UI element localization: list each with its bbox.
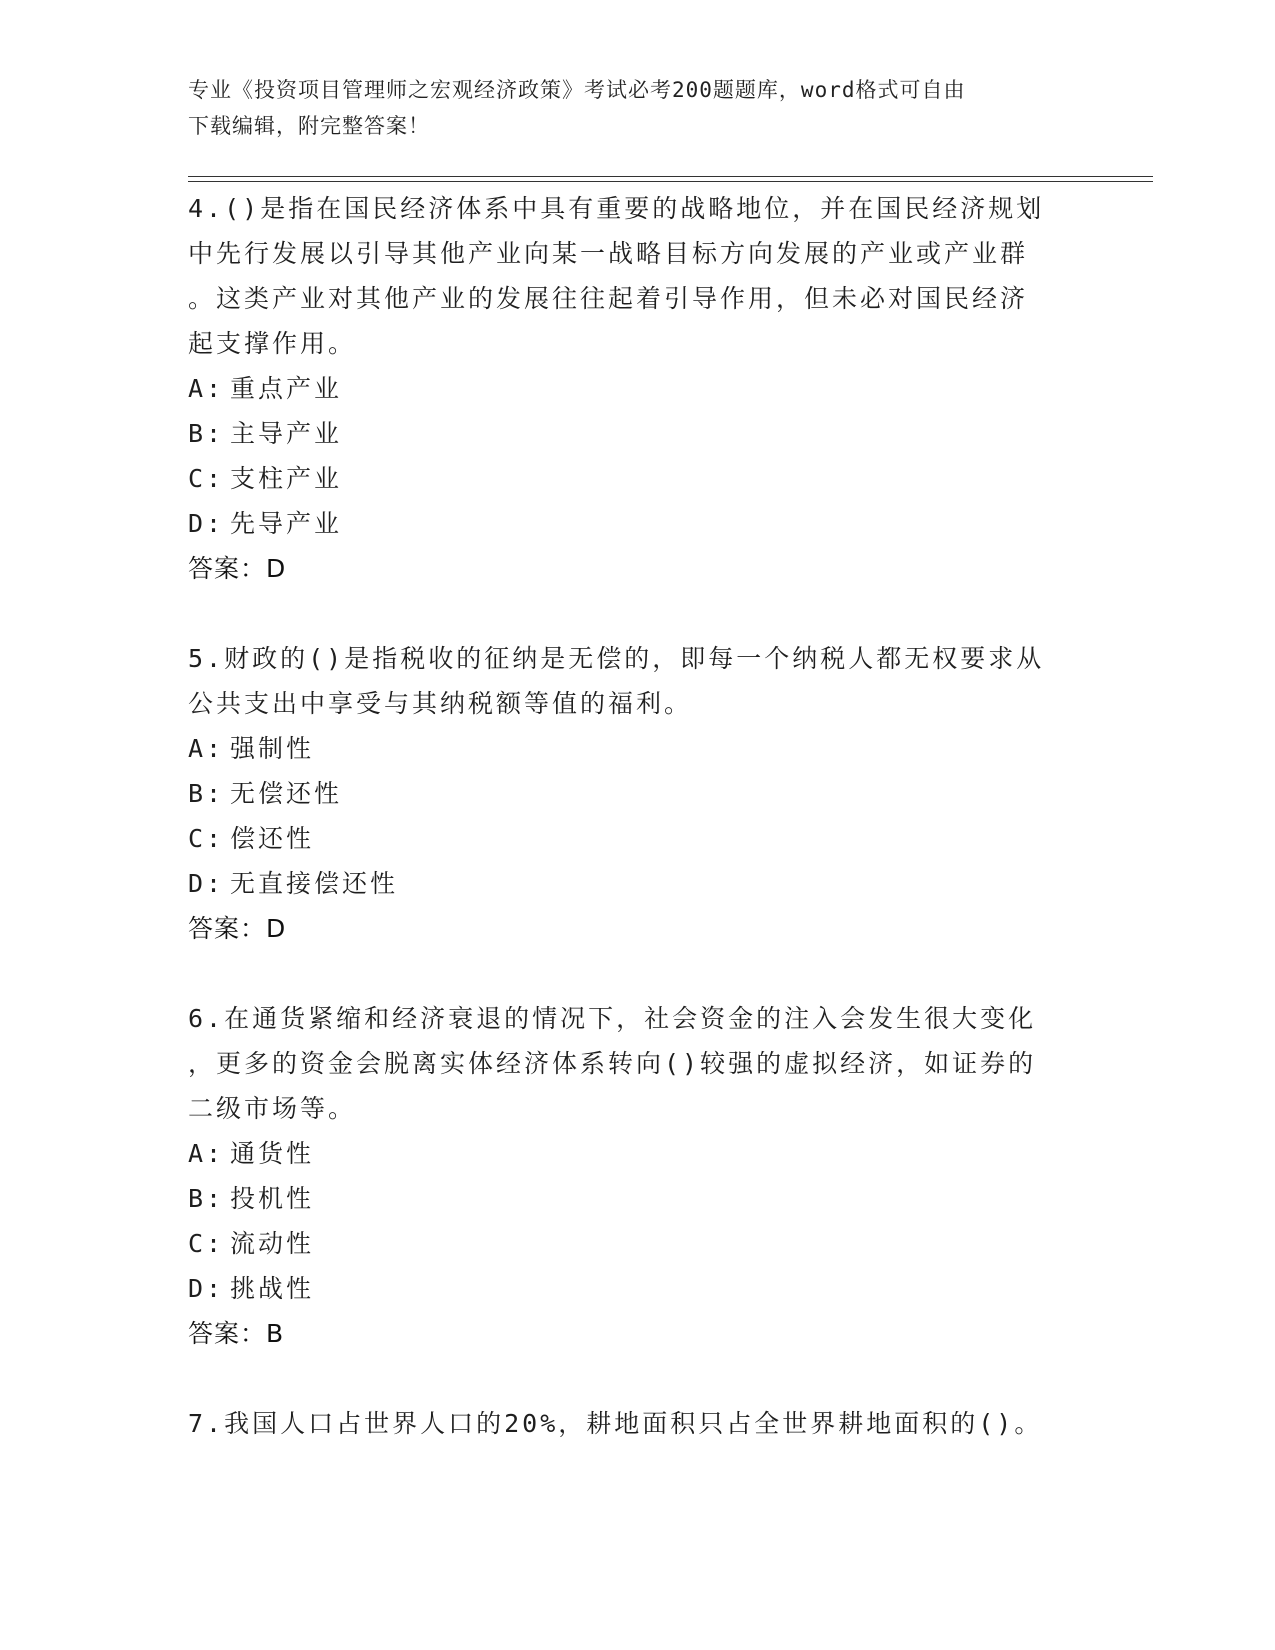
header-line-1: 专业《投资项目管理师之宏观经济政策》考试必考200题题库，word格式可自由: [188, 78, 966, 102]
option-text: 支柱产业: [230, 464, 343, 493]
question-6-option-c: [188, 1221, 1088, 1266]
question-5-option-b: [188, 771, 1088, 816]
question-6-answer: 答案：B: [188, 1319, 285, 1348]
question-4-option-a: [188, 366, 1088, 411]
header-rule-bottom: [188, 181, 1153, 182]
question-7: [188, 1401, 1088, 1446]
question-4: [188, 186, 1088, 591]
question-5: [188, 636, 1088, 951]
question-7-line-1: 7.我国人口占世界人口的20%，耕地面积只占全世界耕地面积的()。: [188, 1409, 1043, 1438]
question-4-answer: 答案：D: [188, 554, 287, 583]
option-text: 主导产业: [230, 419, 343, 448]
option-text: 先导产业: [230, 509, 343, 538]
question-6: [188, 996, 1088, 1356]
header-line-2: 下载编辑，附完整答案！: [188, 114, 430, 138]
question-list: [188, 186, 1088, 1446]
question-5-answer: 答案：D: [188, 914, 287, 943]
option-key: C:: [188, 824, 225, 853]
option-key: A:: [188, 1139, 225, 1168]
question-4-line-1: 4.()是指在国民经济体系中具有重要的战略地位，并在国民经济规划: [188, 194, 1045, 223]
question-6-line-2: ，更多的资金会脱离实体经济体系转向()较强的虚拟经济，如证券的: [188, 1049, 1037, 1078]
option-key: A:: [188, 734, 225, 763]
option-key: C:: [188, 464, 225, 493]
question-4-line-4: 起支撑作用。: [188, 329, 357, 358]
question-4-option-d: [188, 501, 1088, 546]
option-key: D:: [188, 509, 225, 538]
header-rule-top: [188, 176, 1153, 177]
option-key: C:: [188, 1229, 225, 1258]
question-6-option-a: [188, 1131, 1088, 1176]
question-4-line-2: 中先行发展以引导其他产业向某一战略目标方向发展的产业或产业群: [188, 239, 1029, 268]
option-text: 强制性: [230, 734, 315, 763]
spacer: [188, 591, 1088, 636]
question-6-option-b: [188, 1176, 1088, 1221]
question-5-option-a: [188, 726, 1088, 771]
option-key: B:: [188, 779, 225, 808]
option-text: 通货性: [230, 1139, 315, 1168]
question-4-option-b: [188, 411, 1088, 456]
question-4-option-c: [188, 456, 1088, 501]
document-header: [188, 72, 1088, 144]
option-text: 偿还性: [230, 824, 315, 853]
question-6-line-1: 6.在通货紧缩和经济衰退的情况下，社会资金的注入会发生很大变化: [188, 1004, 1037, 1033]
option-text: 重点产业: [230, 374, 343, 403]
question-5-line-2: 公共支出中享受与其纳税额等值的福利。: [188, 689, 693, 718]
question-6-line-3: 二级市场等。: [188, 1094, 357, 1123]
spacer: [188, 1356, 1088, 1401]
question-5-line-1: 5.财政的()是指税收的征纳是无偿的，即每一个纳税人都无权要求从: [188, 644, 1045, 673]
question-4-line-3: 。这类产业对其他产业的发展往往起着引导作用，但未必对国民经济: [188, 284, 1029, 313]
question-5-option-c: [188, 816, 1088, 861]
spacer: [188, 951, 1088, 996]
option-text: 无直接偿还性: [230, 869, 399, 898]
option-key: B:: [188, 1184, 225, 1213]
option-text: 流动性: [230, 1229, 315, 1258]
question-6-option-d: [188, 1266, 1088, 1311]
option-text: 挑战性: [230, 1274, 315, 1303]
question-5-option-d: [188, 861, 1088, 906]
option-key: D:: [188, 869, 225, 898]
option-text: 无偿还性: [230, 779, 343, 808]
option-key: D:: [188, 1274, 225, 1303]
option-key: B:: [188, 419, 225, 448]
option-key: A:: [188, 374, 225, 403]
option-text: 投机性: [230, 1184, 315, 1213]
